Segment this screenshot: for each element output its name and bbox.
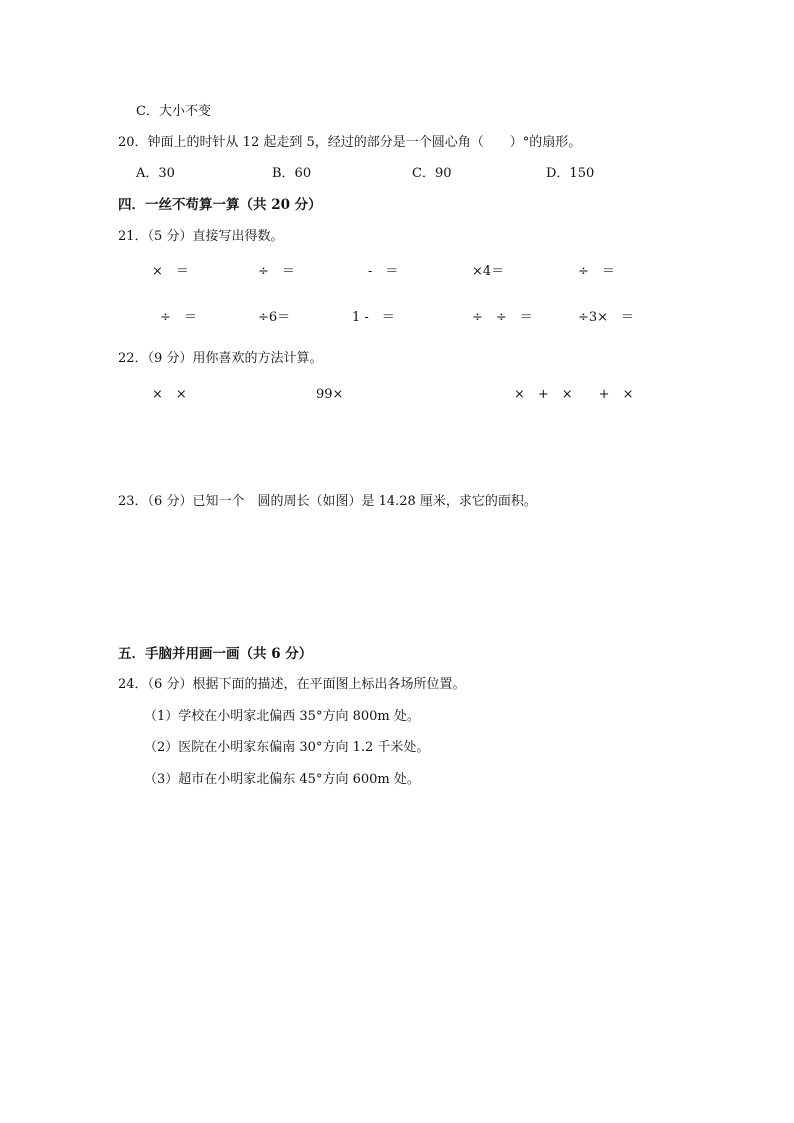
q21-stem: 21．（5 分）直接写出得数。 bbox=[118, 229, 284, 244]
q19-option-c: C．大小不变 bbox=[136, 104, 211, 119]
q21-row1-item2: ÷ ＝ bbox=[258, 264, 295, 279]
q22-stem: 22．（9 分）用你喜欢的方法计算。 bbox=[118, 351, 323, 366]
q20-stem: 20．钟面上的时针从 12 起走到 5，经过的部分是一个圆心角（ ）°的扇形。 bbox=[118, 135, 582, 150]
q21-row2-item1: ÷ ＝ bbox=[160, 310, 197, 325]
q23-stem: 23．（6 分）已知一个 圆的周长（如图）是 14.28 厘米，求它的面积。 bbox=[118, 494, 537, 509]
q20-option-c: C．90 bbox=[412, 166, 452, 181]
q22-item3: × + × + × bbox=[514, 387, 634, 402]
section4-heading: 四．一丝不苟算一算（共 20 分） bbox=[118, 197, 322, 213]
q20-option-b: B．60 bbox=[272, 166, 312, 181]
q21-row1-item5: ÷ ＝ bbox=[578, 264, 615, 279]
q20-option-d: D．150 bbox=[546, 166, 595, 181]
q21-row2-item5: ÷3× ＝ bbox=[578, 310, 635, 325]
q21-row2-item2: ÷6＝ bbox=[258, 310, 291, 325]
q24-item3: （3）超市在小明家北偏东 45°方向 600m 处。 bbox=[144, 772, 420, 787]
q21-row1-item1: × ＝ bbox=[152, 264, 189, 279]
q22-item2: 99× bbox=[316, 387, 344, 402]
q21-row1-item4: ×4＝ bbox=[472, 264, 505, 279]
q21-row1-item3: - ＝ bbox=[368, 264, 399, 279]
section5-heading: 五．手脑并用画一画（共 6 分） bbox=[118, 646, 313, 662]
q21-row2-item4: ÷ ÷ ＝ bbox=[472, 310, 533, 325]
q24-item2: （2）医院在小明家东偏南 30°方向 1.2 千米处。 bbox=[144, 740, 430, 755]
q21-row2-item3: 1 - ＝ bbox=[352, 310, 395, 325]
q22-item1: × × bbox=[152, 387, 187, 402]
q24-item1: （1）学校在小明家北偏西 35°方向 800m 处。 bbox=[144, 709, 420, 724]
q24-stem: 24．（6 分）根据下面的描述，在平面图上标出各场所位置。 bbox=[118, 677, 466, 692]
q20-option-a: A．30 bbox=[136, 166, 175, 181]
